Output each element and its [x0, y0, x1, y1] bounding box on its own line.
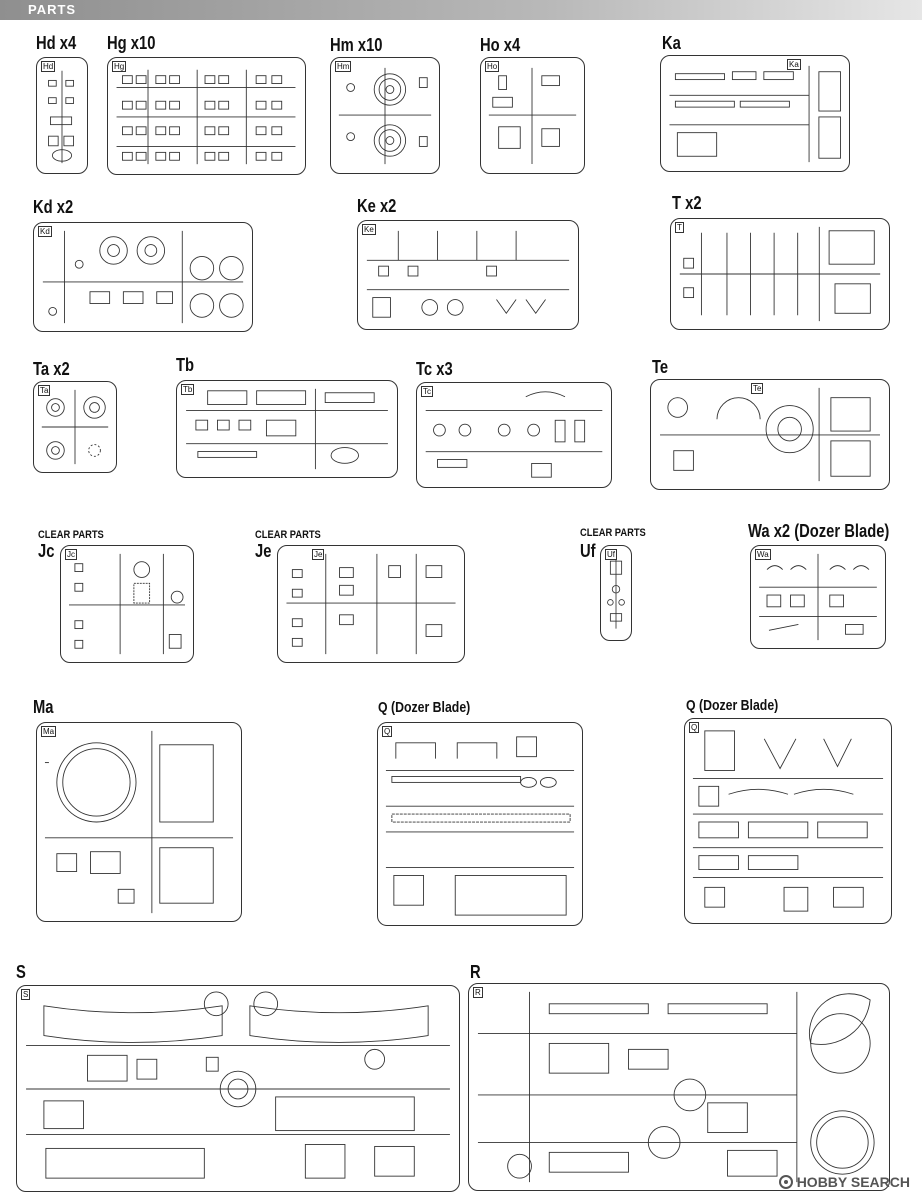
- label-tc: Tc x3: [416, 359, 453, 379]
- sprue-wa-drawing: [751, 546, 885, 648]
- sprue-tag-hg: Hg: [114, 62, 125, 71]
- sprue-jc-drawing: [61, 546, 193, 662]
- sprue-ka-drawing: [661, 56, 849, 171]
- sprue-je-drawing: [278, 546, 464, 662]
- parts-header-title: PARTS: [28, 2, 77, 17]
- sprue-tag-wa: Wa: [757, 550, 769, 559]
- sprue-q2-drawing: [685, 719, 891, 923]
- sprue-te-drawing: [651, 380, 889, 489]
- sprue-tag-uf: Uf: [607, 550, 615, 559]
- sprue-ma-drawing: [37, 723, 241, 921]
- label-clear-jc: CLEAR PARTS: [38, 529, 104, 541]
- label-ke: Ke x2: [357, 196, 397, 216]
- label-q2: Q (Dozer Blade): [686, 697, 779, 714]
- sprue-hg: [107, 57, 306, 175]
- sprue-tag-ke: Ke: [364, 225, 374, 234]
- sprue-tag-je: Je: [314, 550, 323, 559]
- sprue-r-drawing: [469, 984, 889, 1190]
- sprue-tag-q2: Q: [691, 723, 698, 732]
- label-ka: Ka: [662, 33, 681, 53]
- sprue-s: [16, 985, 460, 1192]
- sprue-tag-q1: Q: [384, 727, 391, 736]
- sprue-hd: [36, 57, 88, 174]
- sprue-hd-drawing: [37, 58, 87, 173]
- sprue-tc: [416, 382, 612, 488]
- sprue-tag-te: Te: [753, 384, 762, 393]
- label-ta: Ta x2: [33, 359, 70, 379]
- sprue-ke-drawing: [358, 221, 578, 329]
- label-hm: Hm x10: [330, 35, 383, 55]
- sprue-tag-ma: Ma: [43, 727, 55, 736]
- sprue-tag-tb: Tb: [183, 385, 193, 394]
- label-te: Te: [652, 357, 669, 377]
- sprue-tb-drawing: [177, 381, 397, 477]
- sprue-tc-drawing: [417, 383, 611, 487]
- label-ma: Ma: [33, 697, 54, 717]
- label-s: S: [16, 962, 26, 982]
- sprue-tag-ta: Ta: [40, 386, 49, 395]
- sprue-uf: [600, 545, 632, 641]
- sprue-tag-ho: Ho: [487, 62, 498, 71]
- sprue-hm-drawing: [331, 58, 439, 173]
- sprue-ta-drawing: [34, 382, 116, 472]
- sprue-uf-drawing: [601, 546, 631, 640]
- sprue-tag-r: R: [475, 988, 481, 997]
- sprue-q2: [684, 718, 892, 924]
- label-jc: Jc: [38, 541, 55, 561]
- sprue-te: [650, 379, 890, 490]
- sprue-kd: [33, 222, 253, 332]
- label-kd: Kd x2: [33, 197, 74, 217]
- sprue-t: [670, 218, 890, 330]
- sprue-ho: [480, 57, 585, 174]
- sprue-hg-drawing: [108, 58, 305, 174]
- label-ho: Ho x4: [480, 35, 521, 55]
- sprue-ka: [660, 55, 850, 172]
- sprue-je: [277, 545, 465, 663]
- sprue-ho-drawing: [481, 58, 584, 173]
- sprue-tb: [176, 380, 398, 478]
- label-wa: Wa x2 (Dozer Blade): [748, 521, 890, 541]
- parts-header-bar: [0, 0, 922, 20]
- sprue-tag-jc: Jc: [67, 550, 75, 559]
- hobby-search-watermark: [779, 1174, 910, 1190]
- sprue-tag-tc: Tc: [423, 387, 431, 396]
- watermark-text: HOBBY SEARCH: [796, 1174, 910, 1190]
- label-hd: Hd x4: [36, 33, 77, 53]
- sprue-tag-t: T: [677, 223, 682, 232]
- sprue-kd-drawing: [34, 223, 252, 331]
- sprue-ma: [36, 722, 242, 922]
- label-uf: Uf: [580, 541, 596, 561]
- sprue-q1: [377, 722, 583, 926]
- label-t: T x2: [672, 193, 702, 213]
- label-clear-je: CLEAR PARTS: [255, 529, 321, 541]
- sprue-hm: [330, 57, 440, 174]
- label-q1: Q (Dozer Blade): [378, 699, 471, 716]
- label-clear-uf: CLEAR PARTS: [580, 527, 646, 539]
- sprue-tag-s: S: [23, 990, 29, 999]
- label-tb: Tb: [176, 355, 195, 375]
- sprue-r: [468, 983, 890, 1191]
- sprue-jc: [60, 545, 194, 663]
- sprue-tag-hm: Hm: [337, 62, 350, 71]
- sprue-s-drawing: [17, 986, 459, 1191]
- sprue-wa: [750, 545, 886, 649]
- sprue-ke: [357, 220, 579, 330]
- hobby-search-logo-icon: [779, 1175, 793, 1189]
- sprue-tag-kd: Kd: [40, 227, 50, 236]
- label-r: R: [470, 962, 481, 982]
- sprue-tag-ka: Ka: [789, 60, 799, 69]
- sprue-t-drawing: [671, 219, 889, 329]
- label-je: Je: [255, 541, 272, 561]
- sprue-ta: [33, 381, 117, 473]
- sprue-tag-hd: Hd: [43, 62, 54, 71]
- label-hg: Hg x10: [107, 33, 156, 53]
- sprue-q1-drawing: [378, 723, 582, 925]
